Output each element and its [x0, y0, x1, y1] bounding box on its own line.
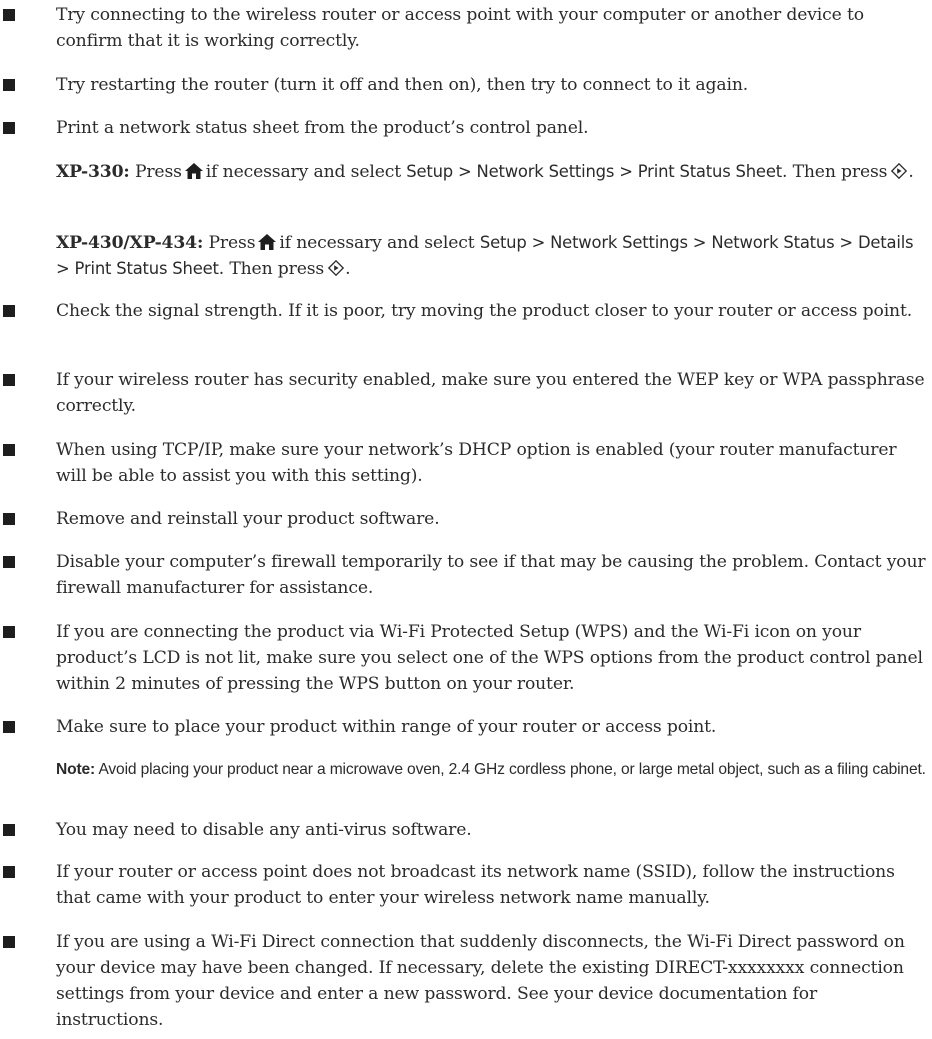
model-label: XP-430/XP-434:	[56, 233, 204, 253]
item-text: Print a network status sheet from the product’s control panel.	[56, 118, 589, 138]
note-label: Note:	[56, 761, 96, 778]
item-text: When using TCP/IP, make sure your network’s DHCP option is enabled (your router manufacturer will be able to assist you with this setting).	[56, 440, 897, 486]
bullet	[3, 626, 15, 638]
bullet	[3, 721, 15, 733]
bullet	[3, 305, 15, 317]
bullet	[3, 556, 15, 568]
item-text: If you are connecting the product via Wi-Fi Protected Setup (WPS) and the Wi-Fi icon on your product’s LCD is not lit, make sure you select one of the WPS options from the product control panel within 2 minutes of pressing the WPS button on your router.	[56, 622, 923, 694]
bullet	[3, 374, 15, 386]
bullet	[3, 866, 15, 878]
model-label: XP-330:	[56, 162, 130, 182]
item-text: If you are using a Wi-Fi Direct connection that suddenly disconnects, the Wi-Fi Direct password on your device may have been changed. If necessary, delete the existing DIRECT-xxxxxxxx connection settings from your device and enter a new password. See your device documentation for instructions.	[56, 932, 905, 1030]
item-text: Try connecting to the wireless router or access point with your computer or another device to confirm that it is working correctly.	[56, 5, 864, 51]
item-text: Remove and reinstall your product software.	[56, 509, 440, 529]
item-text: If your wireless router has security enabled, make sure you entered the WEP key or WPA passphrase correctly.	[56, 370, 925, 416]
bullet	[3, 824, 15, 836]
item-text: Disable your computer’s firewall temporarily to see if that may be causing the problem. Contact your firewall manufacturer for assistance.	[56, 552, 926, 598]
item-text: Try restarting the router (turn it off and then on), then try to connect to it again.	[56, 75, 749, 95]
bullet	[3, 122, 15, 134]
bullet	[3, 9, 15, 21]
bullet	[3, 936, 15, 948]
troubleshooting-page: Try connecting to the wireless router or access point with your computer or another device to confirm that it is working correctly. Try restarting the router (turn it off and then on), then try to connect to it again. Print a network status sheet from the product’s control panel. XP-330: Press if necessary and select Setup > Network Settings > Print Status Sheet. Then press . XP-430/XP-434: Press if necessary and select Setup > Network Settings > Network Status > Details > Print Status Sheet. Then press . Check the signal strength. If it is poor, try moving the product closer to your router or access point. If your wireless router has security enabled, make sure you entered the WEP key or WPA passphrase correctly. When using TCP/IP, make sure your network’s DHCP option is enabled (your router manufacturer will be able to assist you with this setting). Remove and reinstall your product software. Disable your computer’s firewall temporarily to see if that may be causing the problem. Contact your firewall manufacturer for assistance. If you are connecting the product via Wi-Fi Protected Setup (WPS) and the Wi-Fi icon on your product’s LCD is not lit, make sure you select one of the WPS options from the product control panel within 2 minutes of pressing the WPS button on your router. Make sure to place your product within range of your router or access point. Note: Avoid placing your product near a microwave oven, 2.4 GHz cordless phone, or large metal object, such as a filing cabinet. You may need to disable any anti-virus software. If your router or access point does not broadcast its network name (SSID), follow the instructions that came with your product to enter your wireless network name manually. If you are using a Wi-Fi Direct connection that suddenly disconnects, the Wi-Fi Direct password on your device may have been changed. If necessary, delete the existing DIRECT-xxxxxxxx connection settings from your device and enter a new password. See your device documentation for instructions.	[0, 0, 932, 1039]
home-icon	[258, 234, 276, 250]
start-icon	[328, 260, 344, 276]
menu-path: Setup > Network Settings > Network Status > Details > Print Status Sheet	[56, 233, 914, 278]
bullet	[3, 444, 15, 456]
start-icon	[891, 163, 907, 179]
note-text: Avoid placing your product near a microwave oven, 2.4 GHz cordless phone, or large metal object, such as a filing cabinet.	[98, 761, 926, 778]
item-text: Make sure to place your product within range of your router or access point.	[56, 717, 717, 737]
bullet	[3, 79, 15, 91]
menu-path: Setup > Network Settings > Print Status Sheet	[406, 162, 782, 181]
home-icon	[185, 163, 203, 179]
item-text: If your router or access point does not broadcast its network name (SSID), follow the instructions that came with your product to enter your wireless network name manually.	[56, 862, 895, 908]
item-text: Check the signal strength. If it is poor, try moving the product closer to your router or access point.	[56, 301, 913, 321]
bullet	[3, 513, 15, 525]
item-text: You may need to disable any anti-virus software.	[56, 820, 472, 840]
